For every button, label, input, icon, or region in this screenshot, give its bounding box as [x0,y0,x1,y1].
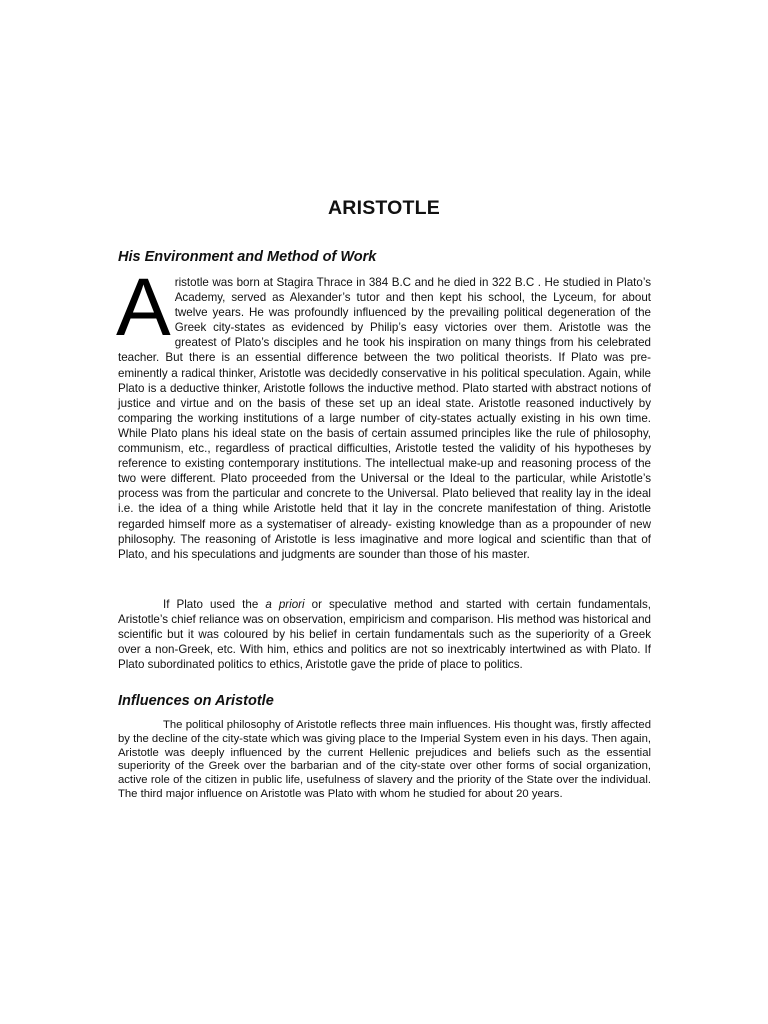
paragraph-text-start: If Plato used the [163,598,266,611]
paragraph-text-rest: or speculative method and started with certain fundamentals, Aristotle’s chief reliance was on observation, empiricism and comparison. His method was historical and scientific but it was coloured by his belief in certain fundamentals such as the superiority of a Greek over a non-Greek, etc. With him, ethics and politics are not so inextricably intertwined as with Plato. If Plato subordinated politics to ethics, Aristotle gave the pride of place to politics. [118,598,651,672]
page-title: ARISTOTLE [328,197,440,219]
paragraph-environment-2 [118,597,651,672]
drop-cap: A [116,262,171,353]
paragraph-text: ristotle was born at Stagira Thrace in 384 B.C and he died in 322 B.C . He studied in Plato’s Academy, served as Alexander’s tutor and then kept his school, the Lyceum, for about twelve years. He was profoundly influenced by the prevailing political degeneration of the Greek city-states as evidenced by Philip’s easy victories over them. Aristotle was the greatest of Plato’s disciples and he took his inspiration on many things from his celebrated teacher. But there is an essential difference between the two political theorists. If Plato was pre-eminently a radical thinker, Aristotle was decidedly conservative in his political speculation. Again, while Plato is a deductive thinker, Aristotle follows the inductive method. Plato started with abstract notions of justice and virtue and on the basis of these set up an ideal state. Aristotle reasoned inductively by comparing the working institutions of a large number of city-states actually existing in his own time. While Plato plans his ideal state on the basis of certain assumed principles like the rule of philosophy, communism, etc., regardless of practical difficulties, Aristotle tested the validity of his hypotheses by reference to existing contemporary institutions. The intellectual make-up and reasoning process of the two were different. Plato proceeded from the Universal or the Ideal to the particular, while Aristotle’s process was from the particular and concrete to the Universal. Plato believed that reality lay in the ideal i.e. the idea of a thing while Aristotle held that it lay in the concrete manifestation of thing. Aristotle regarded himself more as a systematiser of already- existing knowledge than as a propounder of new philosophy. The reasoning of Aristotle is less imaginative and more logical and scientific than that of Plato, and his speculations and judgments are sounder than those of his master. [118,276,651,561]
italic-term: a priori [265,598,305,611]
section-heading-influences: Influences on Aristotle [118,693,274,709]
paragraph-influences-1: The political philosophy of Aristotle reflects three main influences. His thought was, firstly affected by the decline of the city-state which was giving place to the Imperial System even in his days. Then again, Aristotle was deeply influenced by the current Hellenic prejudices and beliefs such as the essential superiority of the Greek over the barbarian and of the city-state over other forms of social organization, active role of the citizen in public life, usefulness of slavery and the priority of the State over the individual. The third major influence on Aristotle was Plato with whom he studied for about 20 years. [118,719,651,800]
paragraph-environment-1 [116,262,651,562]
section-heading-environment: His Environment and Method of Work [118,249,377,265]
